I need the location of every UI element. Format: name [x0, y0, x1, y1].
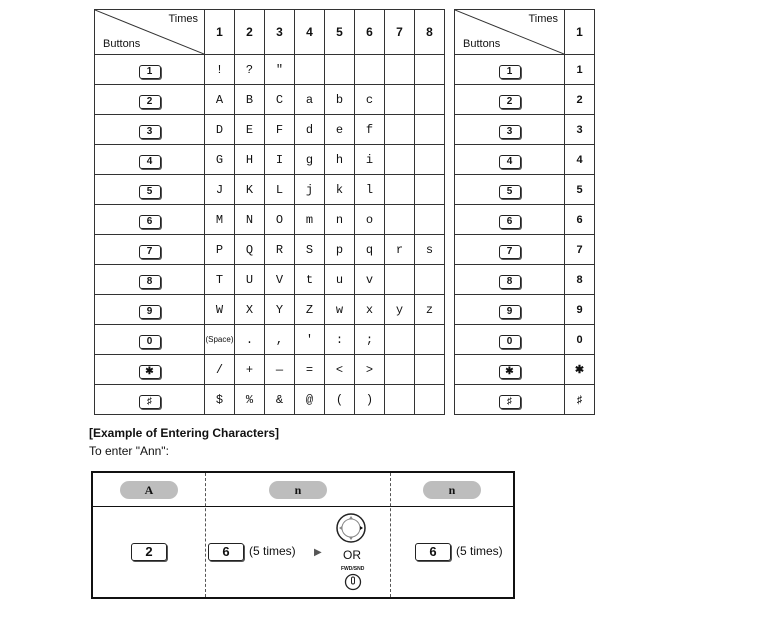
table-row — [95, 115, 445, 145]
char-cell — [385, 115, 415, 145]
dial-key: 8 — [139, 275, 161, 289]
char-cell: + — [235, 355, 265, 385]
char-cell: T — [205, 265, 235, 295]
char-cell: (Space) — [205, 325, 235, 355]
key-cell — [455, 85, 565, 115]
char-cell — [385, 205, 415, 235]
char-cell: a — [295, 85, 325, 115]
corner-header — [95, 10, 205, 55]
key-cell — [455, 355, 565, 385]
char-cell: ( — [325, 385, 355, 415]
key-cell — [95, 175, 205, 205]
char-cell: i — [355, 145, 385, 175]
dial-key: 7 — [499, 245, 521, 259]
char-cell: h — [325, 145, 355, 175]
char-cell: j — [295, 175, 325, 205]
table-row — [95, 265, 445, 295]
char-cell: Y — [265, 295, 295, 325]
char-cell: q — [355, 235, 385, 265]
dial-key: 4 — [139, 155, 161, 169]
char-cell: " — [265, 55, 295, 85]
char-cell — [415, 85, 445, 115]
key-cell — [455, 145, 565, 175]
col-header: 7 — [385, 10, 415, 55]
dial-key-6: 6 — [208, 543, 244, 561]
key-cell — [455, 205, 565, 235]
col-header: 1 — [565, 10, 595, 55]
table-row — [95, 235, 445, 265]
col-header: 2 — [235, 10, 265, 55]
table-row — [455, 145, 595, 175]
char-cell — [415, 205, 445, 235]
fwd-snd-label: FWD/SND — [341, 566, 365, 572]
char-cell: ! — [205, 55, 235, 85]
col-header: 5 — [325, 10, 355, 55]
dial-key: 6 — [139, 215, 161, 229]
char-cell: y — [385, 295, 415, 325]
value-cell: 9 — [565, 295, 595, 325]
key-cell — [455, 265, 565, 295]
table-row — [455, 295, 595, 325]
value-cell: 2 — [565, 85, 595, 115]
table-row — [95, 175, 445, 205]
char-cell: w — [325, 295, 355, 325]
buttons-label: Buttons — [103, 38, 141, 50]
letter-pill: n — [269, 481, 327, 499]
char-cell: N — [235, 205, 265, 235]
table-row — [95, 205, 445, 235]
dial-key: 8 — [499, 275, 521, 289]
table-row — [455, 265, 595, 295]
value-cell: 5 — [565, 175, 595, 205]
key-cell — [95, 265, 205, 295]
dial-key-6: 6 — [415, 543, 451, 561]
char-cell: X — [235, 295, 265, 325]
char-cell — [385, 325, 415, 355]
char-cell: < — [325, 355, 355, 385]
dial-key: 6 — [499, 215, 521, 229]
col-header: 1 — [205, 10, 235, 55]
column-divider — [205, 473, 206, 597]
dial-key: 5 — [139, 185, 161, 199]
key-cell — [95, 355, 205, 385]
key-cell — [455, 55, 565, 85]
char-cell — [415, 385, 445, 415]
char-cell — [415, 325, 445, 355]
char-cell: & — [265, 385, 295, 415]
char-cell — [415, 55, 445, 85]
char-cell: r — [385, 235, 415, 265]
char-cell: S — [295, 235, 325, 265]
col-header: 3 — [265, 10, 295, 55]
dial-key: 9 — [139, 305, 161, 319]
number-table — [454, 9, 595, 415]
fwd-snd-button-icon — [344, 573, 362, 591]
char-cell: D — [205, 115, 235, 145]
key-cell — [455, 235, 565, 265]
example-subtitle: To enter "Ann": — [89, 444, 169, 458]
dial-key: ♯ — [139, 395, 161, 409]
col-header: 4 — [295, 10, 325, 55]
letter-pill: A — [120, 481, 178, 499]
char-cell: x — [355, 295, 385, 325]
example-title: [Example of Entering Characters] — [89, 426, 280, 440]
char-cell: ' — [295, 325, 325, 355]
navigator-key-icon — [335, 512, 367, 544]
key-cell — [95, 55, 205, 85]
table-row — [455, 205, 595, 235]
char-cell: s — [415, 235, 445, 265]
char-cell: . — [235, 325, 265, 355]
char-cell: K — [235, 175, 265, 205]
char-cell: E — [235, 115, 265, 145]
table-row — [455, 175, 595, 205]
char-cell: / — [205, 355, 235, 385]
char-cell: — — [265, 355, 295, 385]
key-cell — [455, 295, 565, 325]
char-cell: , — [265, 325, 295, 355]
times-label: Times — [528, 13, 558, 25]
value-cell: ♯ — [565, 385, 595, 415]
dial-key: 5 — [499, 185, 521, 199]
char-cell: n — [325, 205, 355, 235]
dial-key: ✱ — [139, 365, 161, 379]
table-row — [455, 85, 595, 115]
col-header: 6 — [355, 10, 385, 55]
column-divider — [390, 473, 391, 597]
table-row — [95, 145, 445, 175]
char-cell: v — [355, 265, 385, 295]
dial-key: 1 — [139, 65, 161, 79]
char-cell: : — [325, 325, 355, 355]
char-cell: P — [205, 235, 235, 265]
char-cell — [295, 55, 325, 85]
dial-key: 0 — [139, 335, 161, 349]
value-cell: ✱ — [565, 355, 595, 385]
dial-key: ✱ — [499, 365, 521, 379]
times-count: (5 times) — [249, 544, 296, 558]
dial-key: 1 — [499, 65, 521, 79]
table-row — [455, 55, 595, 85]
char-cell: ? — [235, 55, 265, 85]
char-cell: p — [325, 235, 355, 265]
char-cell — [385, 145, 415, 175]
char-cell: f — [355, 115, 385, 145]
char-cell: c — [355, 85, 385, 115]
char-cell: W — [205, 295, 235, 325]
char-cell: % — [235, 385, 265, 415]
example-box — [91, 471, 515, 599]
char-cell: Q — [235, 235, 265, 265]
key-cell — [455, 115, 565, 145]
char-cell: M — [205, 205, 235, 235]
char-cell — [415, 265, 445, 295]
key-cell — [455, 175, 565, 205]
buttons-label: Buttons — [463, 38, 501, 50]
char-cell: l — [355, 175, 385, 205]
char-cell: > — [355, 355, 385, 385]
char-cell — [385, 175, 415, 205]
char-cell — [415, 115, 445, 145]
char-cell: $ — [205, 385, 235, 415]
table-row — [95, 85, 445, 115]
key-cell — [95, 235, 205, 265]
char-cell: e — [325, 115, 355, 145]
dial-key: 2 — [139, 95, 161, 109]
letter-pill: n — [423, 481, 481, 499]
char-cell — [325, 55, 355, 85]
value-cell: 6 — [565, 205, 595, 235]
char-cell: I — [265, 145, 295, 175]
table-row — [455, 385, 595, 415]
char-cell: Z — [295, 295, 325, 325]
dial-key: 9 — [499, 305, 521, 319]
char-cell: ; — [355, 325, 385, 355]
char-cell: J — [205, 175, 235, 205]
value-cell: 8 — [565, 265, 595, 295]
char-cell — [415, 355, 445, 385]
char-cell: z — [415, 295, 445, 325]
key-cell — [95, 145, 205, 175]
char-cell: b — [325, 85, 355, 115]
dial-key: 3 — [139, 125, 161, 139]
char-cell — [415, 145, 445, 175]
table-row — [95, 355, 445, 385]
char-cell: g — [295, 145, 325, 175]
value-cell: 4 — [565, 145, 595, 175]
dial-key: 7 — [139, 245, 161, 259]
char-cell — [385, 55, 415, 85]
table-row — [95, 325, 445, 355]
char-cell: B — [235, 85, 265, 115]
table-row — [95, 295, 445, 325]
table-row — [95, 55, 445, 85]
char-cell — [415, 175, 445, 205]
dial-key: 2 — [499, 95, 521, 109]
char-cell — [385, 85, 415, 115]
char-cell: k — [325, 175, 355, 205]
char-cell: F — [265, 115, 295, 145]
char-cell: C — [265, 85, 295, 115]
table-row — [455, 325, 595, 355]
dial-key-2: 2 — [131, 543, 167, 561]
times-label: Times — [168, 13, 198, 25]
key-cell — [95, 385, 205, 415]
char-cell: R — [265, 235, 295, 265]
char-cell: t — [295, 265, 325, 295]
corner-header — [455, 10, 565, 55]
table-row — [455, 115, 595, 145]
key-cell — [95, 205, 205, 235]
table-row — [455, 235, 595, 265]
char-cell: O — [265, 205, 295, 235]
character-table — [94, 9, 445, 415]
header-divider — [93, 506, 513, 507]
char-cell: ) — [355, 385, 385, 415]
key-cell — [95, 295, 205, 325]
char-cell — [385, 385, 415, 415]
char-cell: = — [295, 355, 325, 385]
char-cell — [385, 265, 415, 295]
char-cell: A — [205, 85, 235, 115]
char-cell: o — [355, 205, 385, 235]
table-row — [95, 385, 445, 415]
key-cell — [95, 115, 205, 145]
value-cell: 1 — [565, 55, 595, 85]
value-cell: 7 — [565, 235, 595, 265]
char-cell: U — [235, 265, 265, 295]
dial-key: 4 — [499, 155, 521, 169]
char-cell: u — [325, 265, 355, 295]
char-cell: m — [295, 205, 325, 235]
char-cell — [385, 355, 415, 385]
key-cell — [455, 385, 565, 415]
dial-key: 3 — [499, 125, 521, 139]
char-cell — [355, 55, 385, 85]
key-cell — [455, 325, 565, 355]
col-header: 8 — [415, 10, 445, 55]
char-cell: @ — [295, 385, 325, 415]
arrow-right-icon: ▶ — [314, 547, 322, 558]
char-cell: G — [205, 145, 235, 175]
key-cell — [95, 325, 205, 355]
char-cell: V — [265, 265, 295, 295]
dial-key: ♯ — [499, 395, 521, 409]
value-cell: 3 — [565, 115, 595, 145]
dial-key: 0 — [499, 335, 521, 349]
or-label: OR — [343, 548, 361, 562]
key-cell — [95, 85, 205, 115]
table-row — [455, 355, 595, 385]
char-cell: L — [265, 175, 295, 205]
value-cell: 0 — [565, 325, 595, 355]
times-count: (5 times) — [456, 544, 503, 558]
char-cell: d — [295, 115, 325, 145]
char-cell: H — [235, 145, 265, 175]
